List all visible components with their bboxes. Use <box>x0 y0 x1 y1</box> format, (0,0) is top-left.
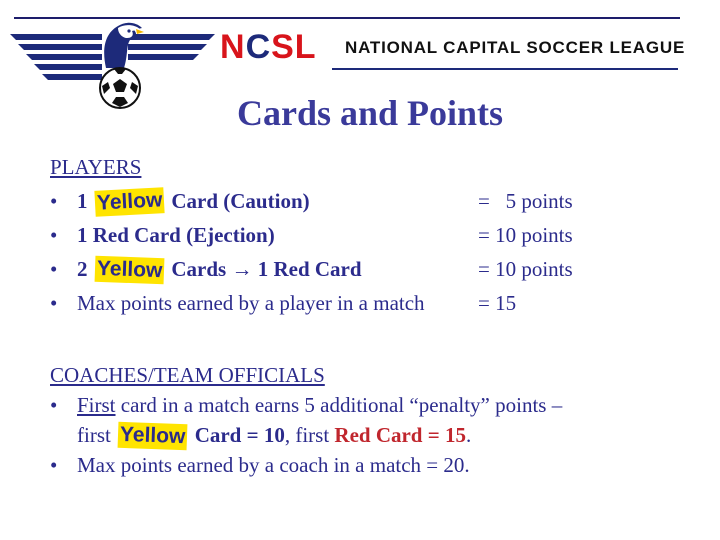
row-text: Max points earned by a coach in a match = 20. <box>77 453 470 477</box>
list-item <box>50 252 573 286</box>
row-post: Card (Caution) <box>166 189 310 213</box>
line1-rest: card in a match earns 5 additional “penalty” points – <box>115 393 563 417</box>
top-rule <box>14 17 680 19</box>
row-text <box>77 420 471 450</box>
row-text <box>77 390 562 420</box>
players-heading: PLAYERS <box>50 155 142 179</box>
line2-end: . <box>465 423 472 447</box>
line2-mid: Card = 10 <box>189 423 285 447</box>
red-card-points: Red Card = 15 <box>334 423 466 447</box>
first-emphasis: First <box>77 393 116 417</box>
bullet-icon: • <box>50 453 58 477</box>
logo-letter-c: C <box>245 28 272 66</box>
row-post2: 1 Red Card <box>252 257 362 281</box>
row-pre: 1 <box>77 189 93 213</box>
row-value: = 10 points <box>478 223 573 247</box>
row-post: Cards <box>166 257 232 281</box>
bullet-icon: • <box>50 257 58 281</box>
coaches-section <box>50 360 563 480</box>
row-text <box>77 252 362 286</box>
list-item-continuation <box>50 420 472 450</box>
yellow-card-label: Yellow <box>94 187 165 217</box>
row-value: = 5 points <box>478 189 573 213</box>
list-item <box>50 286 517 320</box>
league-name: NATIONAL CAPITAL SOCCER LEAGUE <box>345 38 686 57</box>
list-item <box>50 450 470 480</box>
coaches-heading: COACHES/TEAM OFFICIALS <box>50 363 325 387</box>
line2-sep: , first <box>284 423 335 447</box>
logo-letters-sl: SL <box>271 28 317 66</box>
list-item <box>50 184 573 218</box>
nsl-wordmark <box>220 28 317 66</box>
bullet-icon: • <box>50 189 58 213</box>
yellow-card-label: Yellow <box>94 256 164 284</box>
line2-pre: first <box>77 423 117 447</box>
row-pre: 2 <box>77 257 93 281</box>
row-value: = 10 points <box>478 257 573 281</box>
row-text <box>77 184 310 218</box>
list-item <box>50 218 573 252</box>
bullet-icon: • <box>50 393 58 417</box>
header-underline <box>332 68 678 70</box>
league-header <box>10 20 700 100</box>
arrow-icon: → <box>231 257 253 281</box>
players-section <box>50 150 573 320</box>
bullet-icon: • <box>50 291 58 315</box>
bullet-icon: • <box>50 223 58 247</box>
list-item <box>50 390 563 420</box>
row-text: 1 Red Card (Ejection) <box>77 223 275 247</box>
page-title: Cards and Points <box>236 93 504 133</box>
row-value: = 15 <box>478 291 517 315</box>
logo-letter-n: N <box>220 28 246 66</box>
row-text: Max points earned by a player in a match <box>77 291 425 315</box>
yellow-card-label: Yellow <box>118 422 188 450</box>
eagle-icon <box>96 20 146 70</box>
